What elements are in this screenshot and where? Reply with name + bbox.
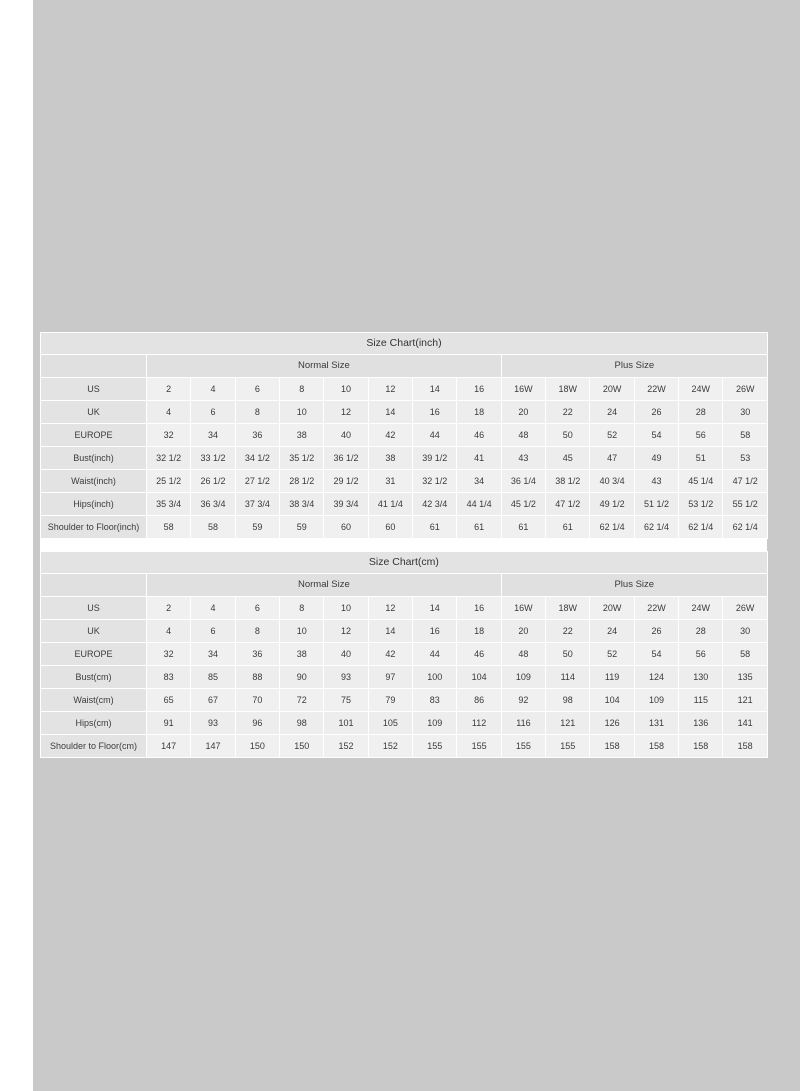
table-cell: 48 (501, 643, 545, 666)
table-cell: 26 (634, 620, 678, 643)
table-cell: 20 (501, 620, 545, 643)
table-cell: 91 (147, 712, 191, 735)
table-cell: 39 1/2 (413, 447, 457, 470)
table-cell: 32 (147, 643, 191, 666)
table-cell: 52 (590, 424, 634, 447)
table-cell: 147 (191, 735, 235, 758)
table-cell: 85 (191, 666, 235, 689)
table-cell: 46 (457, 424, 501, 447)
table-cell: 109 (634, 689, 678, 712)
size-group-label: Normal Size (147, 355, 502, 378)
chart-title-row (41, 552, 768, 574)
table-cell: 4 (147, 401, 191, 424)
table-cell: 4 (147, 620, 191, 643)
size-group-label: Normal Size (147, 574, 502, 597)
table-cell: 51 1/2 (634, 493, 678, 516)
table-cell: 18 (457, 401, 501, 424)
table-cell: 158 (679, 735, 723, 758)
table-cell: 41 1/4 (368, 493, 412, 516)
table-cell: 36 1/4 (501, 470, 545, 493)
table-cell: 26 (634, 401, 678, 424)
table-row (41, 666, 768, 689)
table-cell: 6 (191, 401, 235, 424)
table-cell: 29 1/2 (324, 470, 368, 493)
table-cell: 53 (723, 447, 767, 470)
table-cell: 53 1/2 (679, 493, 723, 516)
table-cell: 121 (723, 689, 767, 712)
table-cell: 62 1/4 (590, 516, 634, 539)
table-cell: 93 (324, 666, 368, 689)
table-cell: 4 (191, 597, 235, 620)
table-cell: 150 (235, 735, 279, 758)
table-cell: 61 (457, 516, 501, 539)
table-cell: 62 1/4 (634, 516, 678, 539)
group-row-corner (41, 574, 147, 597)
table-cell: 130 (679, 666, 723, 689)
table-cell: 119 (590, 666, 634, 689)
row-header: UK (41, 620, 147, 643)
table-cell: 2 (147, 378, 191, 401)
table-cell: 155 (457, 735, 501, 758)
table-row (41, 597, 768, 620)
table-cell: 135 (723, 666, 767, 689)
table-cell: 61 (546, 516, 590, 539)
size-charts-container (40, 332, 767, 758)
table-row (41, 735, 768, 758)
table-cell: 18W (546, 378, 590, 401)
table-cell: 35 1/2 (280, 447, 324, 470)
table-cell: 14 (368, 401, 412, 424)
table-cell: 34 (191, 424, 235, 447)
table-cell: 8 (280, 378, 324, 401)
table-cell: 8 (235, 620, 279, 643)
table-cell: 147 (147, 735, 191, 758)
table-cell: 14 (368, 620, 412, 643)
table-cell: 32 1/2 (413, 470, 457, 493)
table-cell: 47 1/2 (723, 470, 767, 493)
table-cell: 98 (546, 689, 590, 712)
table-cell: 155 (501, 735, 545, 758)
table-cell: 38 (280, 643, 324, 666)
table-row (41, 620, 768, 643)
table-cell: 105 (368, 712, 412, 735)
table-cell: 70 (235, 689, 279, 712)
table-cell: 158 (723, 735, 767, 758)
table-cell: 36 3/4 (191, 493, 235, 516)
table-row (41, 643, 768, 666)
table-cell: 104 (457, 666, 501, 689)
table-cell: 8 (235, 401, 279, 424)
table-cell: 97 (368, 666, 412, 689)
table-cell: 42 3/4 (413, 493, 457, 516)
table-cell: 10 (324, 378, 368, 401)
row-header: EUROPE (41, 643, 147, 666)
table-cell: 124 (634, 666, 678, 689)
row-header: Hips(inch) (41, 493, 147, 516)
table-cell: 158 (634, 735, 678, 758)
table-cell: 152 (324, 735, 368, 758)
table-cell: 34 1/2 (235, 447, 279, 470)
table-cell: 60 (368, 516, 412, 539)
table-cell: 86 (457, 689, 501, 712)
table-row (41, 516, 768, 539)
row-header: Waist(cm) (41, 689, 147, 712)
table-cell: 58 (191, 516, 235, 539)
table-cell: 155 (546, 735, 590, 758)
table-cell: 65 (147, 689, 191, 712)
table-cell: 16 (413, 620, 457, 643)
table-cell: 26 1/2 (191, 470, 235, 493)
table-cell: 49 (634, 447, 678, 470)
table-cell: 22 (546, 401, 590, 424)
size-group-row (41, 355, 768, 378)
table-row (41, 493, 768, 516)
table-cell: 43 (501, 447, 545, 470)
table-cell: 55 1/2 (723, 493, 767, 516)
row-header: UK (41, 401, 147, 424)
table-cell: 109 (413, 712, 457, 735)
table-cell: 16 (457, 597, 501, 620)
table-cell: 50 (546, 424, 590, 447)
table-cell: 46 (457, 643, 501, 666)
table-cell: 18 (457, 620, 501, 643)
table-cell: 51 (679, 447, 723, 470)
table-row (41, 689, 768, 712)
table-cell: 35 3/4 (147, 493, 191, 516)
table-gap (40, 539, 767, 551)
table-cell: 10 (280, 401, 324, 424)
table-cell: 67 (191, 689, 235, 712)
table-cell: 112 (457, 712, 501, 735)
row-header: Shoulder to Floor(inch) (41, 516, 147, 539)
table-cell: 32 (147, 424, 191, 447)
table-cell: 36 1/2 (324, 447, 368, 470)
table-cell: 25 1/2 (147, 470, 191, 493)
table-cell: 79 (368, 689, 412, 712)
table-cell: 12 (324, 401, 368, 424)
table-cell: 136 (679, 712, 723, 735)
group-row-corner (41, 355, 147, 378)
size-group-row (41, 574, 768, 597)
row-header: Waist(inch) (41, 470, 147, 493)
table-cell: 18W (546, 597, 590, 620)
table-cell: 10 (280, 620, 324, 643)
table-cell: 34 (191, 643, 235, 666)
table-cell: 12 (368, 597, 412, 620)
table-cell: 22 (546, 620, 590, 643)
table-cell: 14 (413, 378, 457, 401)
table-cell: 126 (590, 712, 634, 735)
table-cell: 115 (679, 689, 723, 712)
table-cell: 39 3/4 (324, 493, 368, 516)
size-chart-table (40, 551, 768, 758)
table-cell: 8 (280, 597, 324, 620)
table-cell: 40 (324, 424, 368, 447)
table-cell: 141 (723, 712, 767, 735)
table-cell: 47 1/2 (546, 493, 590, 516)
table-cell: 48 (501, 424, 545, 447)
table-cell: 24 (590, 620, 634, 643)
table-cell: 83 (413, 689, 457, 712)
table-cell: 47 (590, 447, 634, 470)
table-cell: 38 (280, 424, 324, 447)
table-cell: 44 1/4 (457, 493, 501, 516)
row-header: Hips(cm) (41, 712, 147, 735)
table-cell: 24 (590, 401, 634, 424)
table-cell: 59 (235, 516, 279, 539)
table-cell: 34 (457, 470, 501, 493)
table-cell: 28 1/2 (280, 470, 324, 493)
table-cell: 56 (679, 643, 723, 666)
table-cell: 42 (368, 424, 412, 447)
table-cell: 61 (413, 516, 457, 539)
table-cell: 104 (590, 689, 634, 712)
table-cell: 16 (413, 401, 457, 424)
row-header: Shoulder to Floor(cm) (41, 735, 147, 758)
table-row (41, 424, 768, 447)
table-cell: 56 (679, 424, 723, 447)
table-cell: 45 1/4 (679, 470, 723, 493)
table-cell: 50 (546, 643, 590, 666)
table-cell: 26W (723, 378, 767, 401)
table-cell: 75 (324, 689, 368, 712)
table-cell: 38 (368, 447, 412, 470)
table-cell: 158 (590, 735, 634, 758)
row-header: Bust(inch) (41, 447, 147, 470)
table-cell: 40 (324, 643, 368, 666)
table-cell: 28 (679, 401, 723, 424)
table-cell: 2 (147, 597, 191, 620)
table-cell: 16 (457, 378, 501, 401)
table-cell: 92 (501, 689, 545, 712)
table-cell: 16W (501, 378, 545, 401)
table-cell: 114 (546, 666, 590, 689)
table-cell: 45 (546, 447, 590, 470)
table-cell: 33 1/2 (191, 447, 235, 470)
table-cell: 36 (235, 643, 279, 666)
table-cell: 16W (501, 597, 545, 620)
table-cell: 83 (147, 666, 191, 689)
chart-title: Size Chart(cm) (41, 552, 768, 574)
table-row (41, 470, 768, 493)
table-cell: 32 1/2 (147, 447, 191, 470)
table-cell: 27 1/2 (235, 470, 279, 493)
table-cell: 38 1/2 (546, 470, 590, 493)
table-cell: 44 (413, 424, 457, 447)
table-cell: 155 (413, 735, 457, 758)
table-cell: 31 (368, 470, 412, 493)
table-cell: 40 3/4 (590, 470, 634, 493)
table-cell: 59 (280, 516, 324, 539)
table-cell: 30 (723, 401, 767, 424)
table-cell: 62 1/4 (723, 516, 767, 539)
table-cell: 109 (501, 666, 545, 689)
table-cell: 6 (191, 620, 235, 643)
table-cell: 49 1/2 (590, 493, 634, 516)
table-cell: 4 (191, 378, 235, 401)
row-header: US (41, 378, 147, 401)
table-cell: 150 (280, 735, 324, 758)
table-cell: 90 (280, 666, 324, 689)
table-cell: 121 (546, 712, 590, 735)
table-cell: 20W (590, 378, 634, 401)
table-cell: 100 (413, 666, 457, 689)
table-cell: 12 (368, 378, 412, 401)
table-cell: 20 (501, 401, 545, 424)
table-cell: 52 (590, 643, 634, 666)
table-row (41, 712, 768, 735)
table-cell: 14 (413, 597, 457, 620)
table-cell: 62 1/4 (679, 516, 723, 539)
table-cell: 12 (324, 620, 368, 643)
table-row (41, 378, 768, 401)
size-group-label: Plus Size (501, 355, 767, 378)
table-cell: 44 (413, 643, 457, 666)
table-cell: 60 (324, 516, 368, 539)
table-cell: 58 (723, 643, 767, 666)
table-cell: 36 (235, 424, 279, 447)
table-cell: 54 (634, 643, 678, 666)
table-cell: 22W (634, 378, 678, 401)
size-chart-table (40, 332, 768, 539)
table-cell: 24W (679, 378, 723, 401)
table-cell: 26W (723, 597, 767, 620)
table-cell: 98 (280, 712, 324, 735)
table-cell: 152 (368, 735, 412, 758)
table-cell: 43 (634, 470, 678, 493)
table-cell: 101 (324, 712, 368, 735)
row-header: US (41, 597, 147, 620)
chart-title: Size Chart(inch) (41, 333, 768, 355)
table-cell: 20W (590, 597, 634, 620)
table-cell: 58 (147, 516, 191, 539)
table-cell: 30 (723, 620, 767, 643)
table-cell: 24W (679, 597, 723, 620)
chart-title-row (41, 333, 768, 355)
table-cell: 28 (679, 620, 723, 643)
table-cell: 96 (235, 712, 279, 735)
table-cell: 58 (723, 424, 767, 447)
table-cell: 6 (235, 597, 279, 620)
table-cell: 54 (634, 424, 678, 447)
table-cell: 88 (235, 666, 279, 689)
size-group-label: Plus Size (501, 574, 767, 597)
row-header: Bust(cm) (41, 666, 147, 689)
table-cell: 37 3/4 (235, 493, 279, 516)
row-header: EUROPE (41, 424, 147, 447)
table-cell: 61 (501, 516, 545, 539)
table-cell: 131 (634, 712, 678, 735)
table-cell: 41 (457, 447, 501, 470)
table-cell: 10 (324, 597, 368, 620)
table-cell: 116 (501, 712, 545, 735)
table-cell: 72 (280, 689, 324, 712)
table-cell: 22W (634, 597, 678, 620)
table-row (41, 401, 768, 424)
table-cell: 6 (235, 378, 279, 401)
table-cell: 45 1/2 (501, 493, 545, 516)
table-cell: 93 (191, 712, 235, 735)
table-row (41, 447, 768, 470)
table-cell: 42 (368, 643, 412, 666)
table-cell: 38 3/4 (280, 493, 324, 516)
